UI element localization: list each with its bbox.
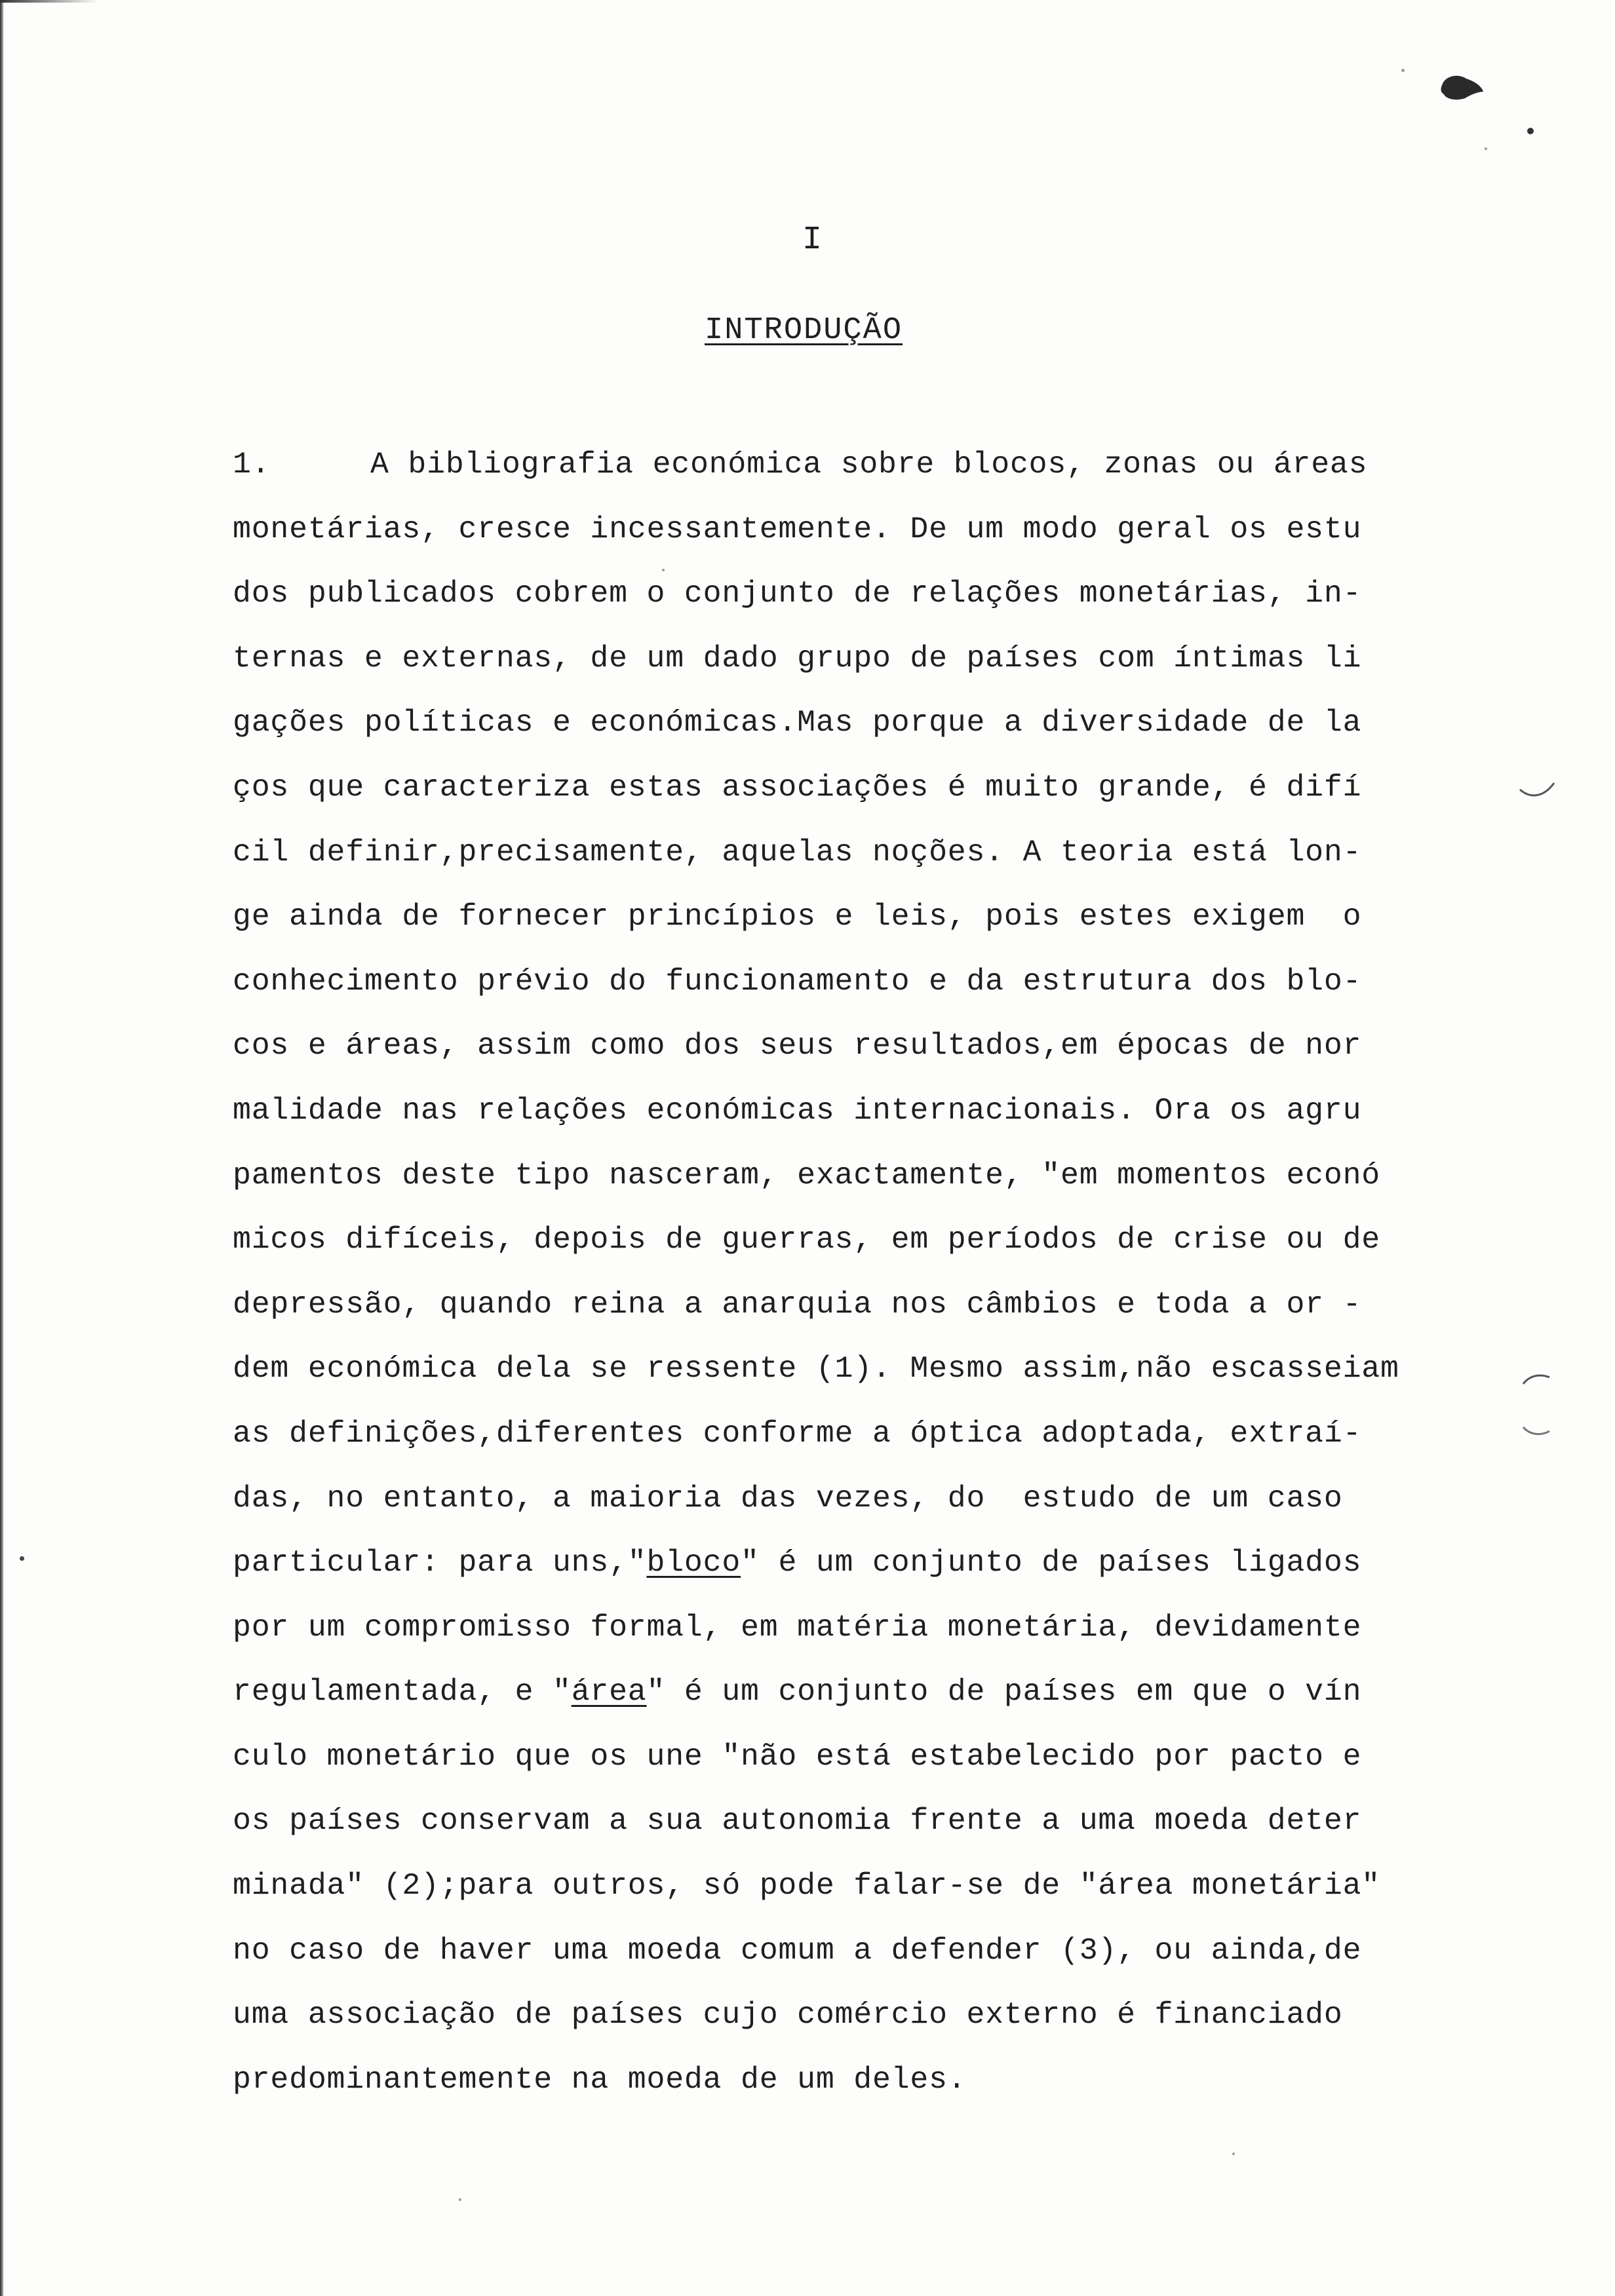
paragraph-body — [233, 432, 1426, 2112]
text-line: cil definir,precisamente, aquelas noções. A teoria está lon- — [233, 834, 1362, 870]
speck — [1485, 147, 1487, 150]
text-line: ços que caracteriza estas associações é muito grande, é difí — [233, 769, 1362, 805]
speck — [20, 1556, 24, 1561]
paragraph-number: 1. — [233, 447, 271, 482]
text-line: ternas e externas, de um dado grupo de países com íntimas li — [233, 640, 1362, 676]
text-line: conhecimento prévio do funcionamento e da estrutura dos blo- — [233, 963, 1362, 999]
text-line: dos publicados cobrem o conjunto de relações monetárias, in- — [233, 576, 1362, 611]
text-line: as definições,diferentes conforme a óptica adoptada, extraí- — [233, 1415, 1362, 1451]
text-line: por um compromisso formal, em matéria monetária, devidamente — [233, 1609, 1362, 1645]
page-top-edge — [0, 0, 98, 3]
chapter-title: INTRODUÇÃO — [705, 313, 903, 348]
text-line: cos e áreas, assim como dos seus resultados,em épocas de nor — [233, 1028, 1362, 1063]
margin-bracket-mark — [1521, 1369, 1553, 1442]
text-line: malidade nas relações económicas internacionais. Ora os agru — [233, 1092, 1362, 1128]
speck — [1401, 69, 1405, 72]
text-line: micos difíceis, depois de guerras, em períodos de crise ou de — [233, 1222, 1380, 1257]
text-line: monetárias, cresce incessantemente. De um modo geral os estu — [233, 511, 1362, 546]
page-edge-shadow — [0, 0, 4, 2296]
chapter-number: I — [802, 221, 823, 259]
text-line — [233, 432, 1426, 497]
speck — [1232, 2152, 1235, 2155]
text-line: gações políticas e económicas.Mas porque a diversidade de la — [233, 705, 1362, 740]
underlined-term: área — [571, 1674, 647, 1710]
text-line: particular: para uns,"bloco" é um conjunto de países ligados — [233, 1545, 1362, 1580]
text-line: minada" (2);para outros, só pode falar-se de "área monetária" — [233, 1868, 1380, 1904]
text-line: dem económica dela se ressente (1). Mesmo assim,não escasseiam — [233, 1351, 1399, 1387]
text-line-content: A bibliografia económica sobre blocos, zonas ou áreas — [370, 447, 1368, 482]
margin-curve-mark — [1517, 776, 1557, 803]
speck — [459, 2198, 461, 2201]
text-line: depressão, quando reina a anarquia nos câmbios e toda a or - — [233, 1286, 1362, 1322]
text-line: pamentos deste tipo nasceram, exactamente, "em momentos econó — [233, 1157, 1380, 1193]
text-line: no caso de haver uma moeda comum a defender (3), ou ainda,de — [233, 1932, 1362, 1968]
text-line: das, no entanto, a maioria das vezes, do estudo de um caso — [233, 1480, 1343, 1516]
text-line: regulamentada, e "área" é um conjunto de países em que o vín — [233, 1674, 1362, 1710]
text-line: uma associação de países cujo comércio externo é financiado — [233, 1997, 1343, 2033]
ink-dot-mark — [1527, 128, 1534, 134]
text-line: predominantemente na moeda de um deles. — [233, 2061, 967, 2097]
underlined-term: bloco — [646, 1545, 741, 1580]
text-line: ge ainda de fornecer princípios e leis, pois estes exigem o — [233, 899, 1362, 934]
text-line: culo monetário que os une "não está estabelecido por pacto e — [233, 1738, 1362, 1774]
ink-blot-mark — [1439, 72, 1485, 105]
text-line: os países conservam a sua autonomia frente a uma moeda deter — [233, 1803, 1362, 1839]
